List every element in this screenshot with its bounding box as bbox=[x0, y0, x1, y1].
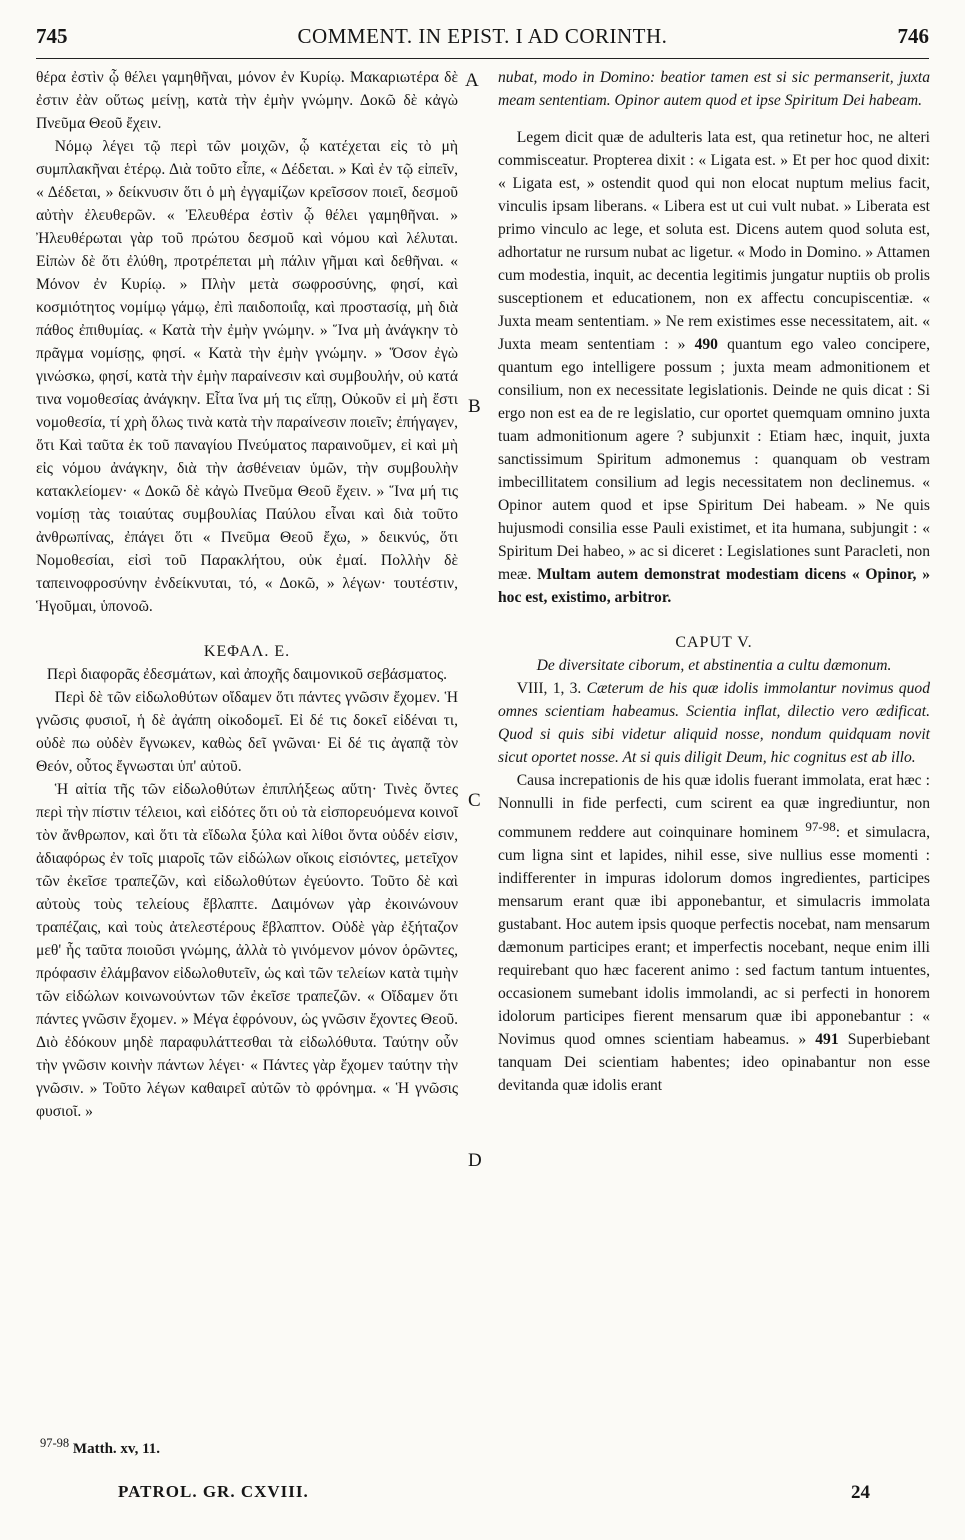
latin-text: Legem dicit quæ de adulteris lata est, qua retinetur hoc, ne alteri commisceatur. Propterea dixit : « Ligata est. » Et per hoc quod dixit: « Ligata est, » ostendit quod qui non elocat nuptum melius facit, vinculis ipsam liberans. « Libera est ut cui vult nubat. » Liberata est primo vinculo ac lege, et soluta est. Dicens autem quod soluta est, adhortatur ne rursum nubat ac ligetur. « Modo in Domino. » Attamen cum modestia, inquit, ac decentia legitimis jungatur nuptiis ob prolis susceptionem et educationem, non ex affectu concupiscentiæ. « Juxta meam sententiam. » Ne rem existimes esse necessitatem, ait. « Juxta meam sententiam : » bbox=[498, 129, 930, 353]
margin-letter: A bbox=[465, 70, 479, 91]
footnote-text: Matth. xv, 11. bbox=[72, 1441, 161, 1457]
page-footer bbox=[118, 1482, 870, 1512]
column-marker: 490 bbox=[694, 336, 718, 353]
latin-chapter-title: De diversitate ciborum, et abstinentia a cultu dæmonum. bbox=[536, 657, 892, 674]
latin-chapter-heading bbox=[498, 631, 930, 677]
latin-text: Superbiebant tanquam Dei scientiam habentes; ideo opinabantur non esse devitanda quæ idolis erant bbox=[498, 1031, 930, 1095]
greek-chapter-number: ΚΕΦΑΛ. Ε. bbox=[203, 643, 291, 660]
latin-paragraph bbox=[498, 769, 930, 1097]
latin-paragraph: nubat, modo in Domino: beatior tamen est si sic permanserit, juxta meam sententiam. Opinor autem quod et ipse Spiritum Dei habeam. bbox=[498, 69, 930, 109]
latin-text: : et simulacra, cum ligna sint et lapides, nihil esse, sive nullius esse momenti : indifferenter in impuras idolorum domos ingredientes, participes mensarum erant quæ ibi apponebantur, et simulacris immolata gustabant. Hoc autem ipsis quoque perfectis nocebat, nam mensarum dæmonum participes erant; et imperfectis nocebant, neque enim illi requirebant quo hæc facerent animo : sed factum tantum intuentes, occasionem sumebant idolis immolandi, ac si perfecti in honorem idolorum participes fierent mensarum quæ ibi apponebantur : « Novimus quod omnes scientiam habeamus. » bbox=[498, 824, 930, 1049]
latin-paragraph bbox=[498, 126, 930, 609]
margin-letter: C bbox=[468, 790, 481, 811]
greek-column bbox=[36, 66, 458, 1123]
latin-text: Cæterum de his quæ idolis immolantur novimus quod omnes scientiam habeamus. Scientia inflat, dilectio vero ædificat. Quod si quis sibi videtur aliquid nosse, nondum quidquam novit sicut oportet nosse. At si quis diligit Deum, hic cognitus est ab illo. bbox=[498, 680, 930, 766]
latin-column bbox=[498, 66, 930, 1097]
greek-paragraph: Νόμῳ λέγει τῷ περὶ τῶν μοιχῶν, ᾧ κατέχεται εἰς τὸ μὴ συμπλακῆναι ἑτέρῳ. Διὰ τοῦτο εἶπε, « Δέδεται. » Καὶ ἐν τῷ εἰπεῖν, « Δέδεται, » δείκνυσιν ὅτι ὁ μὴ ἐγγαμίζων κρεῖσσον ποιεῖ, δεσμοῦ αὐτὴν ἐλευθερῶν. « Ἐλευθέρα ἐστὶν ᾧ θέλει γαμηθῆναι. » Ἠλευθέρωται γὰρ τοῦ πρώτου δεσμοῦ καὶ νόμου καὶ λέλυται. Εἰπὼν δὲ ὅτι ἐλύθη, προτρέπεται μὴ πάλιν γῆμαι καὶ δεθῆναι. « Μόνον ἐν Κυρίῳ. » Πλὴν μετὰ σωφροσύνης, φησί, καὶ κοσμιότητος νομίμῳ γάμῳ, ἐπὶ παιδοποιΐᾳ, καὶ προστασίᾳ, μὴ διὰ πάθος ἐπιθυμίας. « Κατὰ τὴν ἐμὴν γνώμην. » Ἵνα μὴ ἀνάγκην τὸ πρᾶγμα νομίσῃς, φησί. « Κατὰ τὴν ἐμὴν γνώμην. » Ὅσον ἐγὼ γινώσκω, φησί, κατὰ τὴν ἐμὴν παραίνεσιν καὶ συμβουλήν, οὐ κατά τινα νομοθεσίας ἀνάγκην. Εἶτα ἵνα μή τις εἴπῃ, Οὐκοῦν εἰ μὴ ἔστι νομοθεσία, τί χρὴ ὅλως τινὰ κατὰ τὴν παραίνεσιν ποιεῖν; ἐπήγαγεν, ὅτι Καὶ ταῦτα ἐκ τοῦ παναγίου Πνεύματος παραινοῦμεν, εἰ καὶ μὴ εἰς νόμου ἀνάγκην, διὰ τὴν ἀσθένειαν ὑμῶν, τὴν συμβουλὴν κατακλείομεν· « Δοκῶ δὲ κἀγὼ Πνεῦμα Θεοῦ ἔχειν. » Ἵνα μή τις νομίσῃ τὰς τοιαύτας συμβουλίας Παύλου εἶναι καὶ διὰ τοῦτο ἀνθρωπίνας, ἐπάγει ὅτι « Πνεῦμα Θεοῦ ἔχω, » δεικνύς, ὅτι Νομοθεσίαι, εἰσὶ τοῦ Παρακλήτου, οὐκ ἐμαί. Πολλὴν δὲ ταπεινοφροσύνην ἐνδείκνυται, τό, « Δοκῶ, » λέγων· τουτέστιν, Ἡγοῦμαι, ὑπονοῶ. bbox=[36, 138, 458, 615]
greek-paragraph: θέρα ἐστὶν ᾧ θέλει γαμηθῆναι, μόνον ἐν Κυρίῳ. Μακαριωτέρα δὲ ἐστιν ἐὰν οὕτως μείνῃ, κατὰ τὴν ἐμὴν γνώμην. Δοκῶ δὲ κἀγὼ Πνεῦμα Θεοῦ ἔχειν. bbox=[36, 69, 458, 132]
margin-letter: D bbox=[468, 1150, 482, 1171]
greek-paragraph: Ἡ αἰτία τῆς τῶν εἰδωλοθύτων ἐπιπλήξεως αὕτη· Τινὲς ὄντες περὶ τὴν πίστιν τέλειοι, καὶ εἰδότες ὅτι οὐ τὰ εἰσπορευόμενα κοινοῖ τὸν ἄνθρωπον, καὶ ὅτι τὰ εἴδωλα ξύλα καὶ λίθοι ὄντα οὐδέν εἰσιν, ἀδιαφόρως ἐν τοῖς μιαροῖς τῶν εἰδώλων οἴκοις εἰσιόντες, μετεῖχον τῶν ἐκεῖσε τραπεζῶν, καὶ εἰδωλοθύτων ἐγεύοντο. Τοῦτο δὲ καὶ αὐτοὺς τοὺς τελείους ἔβλαπτε. Δαιμόνων γὰρ ἐκοινώνουν τραπέζαις, καὶ τοὺς ἀτελεστέρους ἔβλαπτον. Οὐδὲ γὰρ ἐξήταζον μεθ' ἧς ταῦτα ποιοῦσι γνώμης, ἀλλὰ τὸ γινόμενον μόνον ὁρῶντες, πρόφασιν ἐλάμβανον εἰδωλοθυτεῖν, ὡς καὶ τῶν τελείων κατὰ τιμὴν τῶν εἰδώλων κοινωνούντων τῶν ἐκεῖσε τραπεζῶν. « Οἴδαμεν ὅτι πάντες γνῶσιν ἔχομεν. » Μέγα ἐφρόνουν, ὡς γνῶσιν ἔχοντες Θεοῦ. Διὸ ἐδόκουν μηδὲ παραφυλάττεσθαι τὰ εἰδωλόθυτα. Ταύτην οὖν τὴν γνῶσιν κοινὴν πάντων λέγει· « Πάντες γὰρ ἔχομεν ταύτην τὴν γνῶσιν. » Τοῦτο λέγων καθαιρεῖ αὐτῶν τὸ φρόνημα. « Ἡ γνῶσις φυσιοῖ. » bbox=[36, 781, 458, 1120]
footnote-number: 97-98 bbox=[40, 1436, 70, 1450]
verse-reference: VIII, 1, 3. bbox=[516, 680, 582, 697]
signature-mark: 24 bbox=[851, 1482, 870, 1503]
greek-paragraph: Περὶ δὲ τῶν εἰδωλοθύτων οἴδαμεν ὅτι πάντες γνῶσιν ἔχομεν. Ἡ γνῶσις φυσιοῖ, ἡ δὲ ἀγάπη οἰκοδομεῖ. Εἰ δέ τις δοκεῖ εἰδέναι τι, οὐδὲ πω οὐδὲν ἔγνωκεν, καθὼς δεῖ γνῶναι· Εἰ δέ τις ἀγαπᾷ τὸν Θεόν, οὗτος ἔγνωσται ὑπ' αὐτοῦ. bbox=[36, 689, 458, 775]
left-page-number: 745 bbox=[36, 24, 68, 48]
footnote-ref: 97-98 bbox=[805, 819, 836, 834]
page-header bbox=[36, 14, 929, 59]
margin-letter: B bbox=[468, 396, 481, 417]
latin-paragraph bbox=[498, 677, 930, 769]
latin-text: quantum ego valeo concipere, quantum ego intelligere possum ; juxta meam admonitionem et consilium, non ex necessitate legislationis. Deinde ne quis dicat : Si ergo non est ea de re legislatio, cur oportet quemquam omnino juxta tuam admonitionum agere ? subjunxit : Etiam hæc, inquit, juxta sanctissimum Spiritum admonemus : quanquam ob vestram imbecillitatem consilium ad legis necessitatem non declinemus. « Opinor autem quod et ipse Spiritum Dei habeam. » Ne quis hujusmodi consilia esse Pauli existimet, et ita humana, subjungit : « Spiritum Dei habeo, » ac si diceret : Legislationes sunt Paracleti, non meæ. bbox=[498, 336, 930, 583]
footnote bbox=[40, 1436, 160, 1458]
series-title: PATROL. GR. CXVIII. bbox=[118, 1482, 309, 1501]
running-title: COMMENT. IN EPIST. I AD CORINTH. bbox=[297, 24, 668, 48]
greek-chapter-title: Περὶ διαφορᾶς ἐδεσμάτων, καὶ ἀποχῆς δαιμονικοῦ σεβάσματος. bbox=[46, 666, 448, 683]
column-marker: 491 bbox=[815, 1031, 839, 1049]
latin-text: Multam autem demonstrat modestiam dicens « Opinor, » hoc est, existimo, arbitror. bbox=[498, 566, 930, 606]
greek-chapter-heading bbox=[36, 640, 458, 686]
right-page-number: 746 bbox=[897, 24, 929, 48]
latin-text: Causa increpationis de his quæ idolis fuerant immolata, erat hæc : Nonnulli in fide perfecti, cum scirent ea quæ ingrediuntur, non communem reddere aut coinquinare hominem bbox=[498, 772, 930, 842]
latin-chapter-number: CAPUT V. bbox=[675, 634, 753, 651]
